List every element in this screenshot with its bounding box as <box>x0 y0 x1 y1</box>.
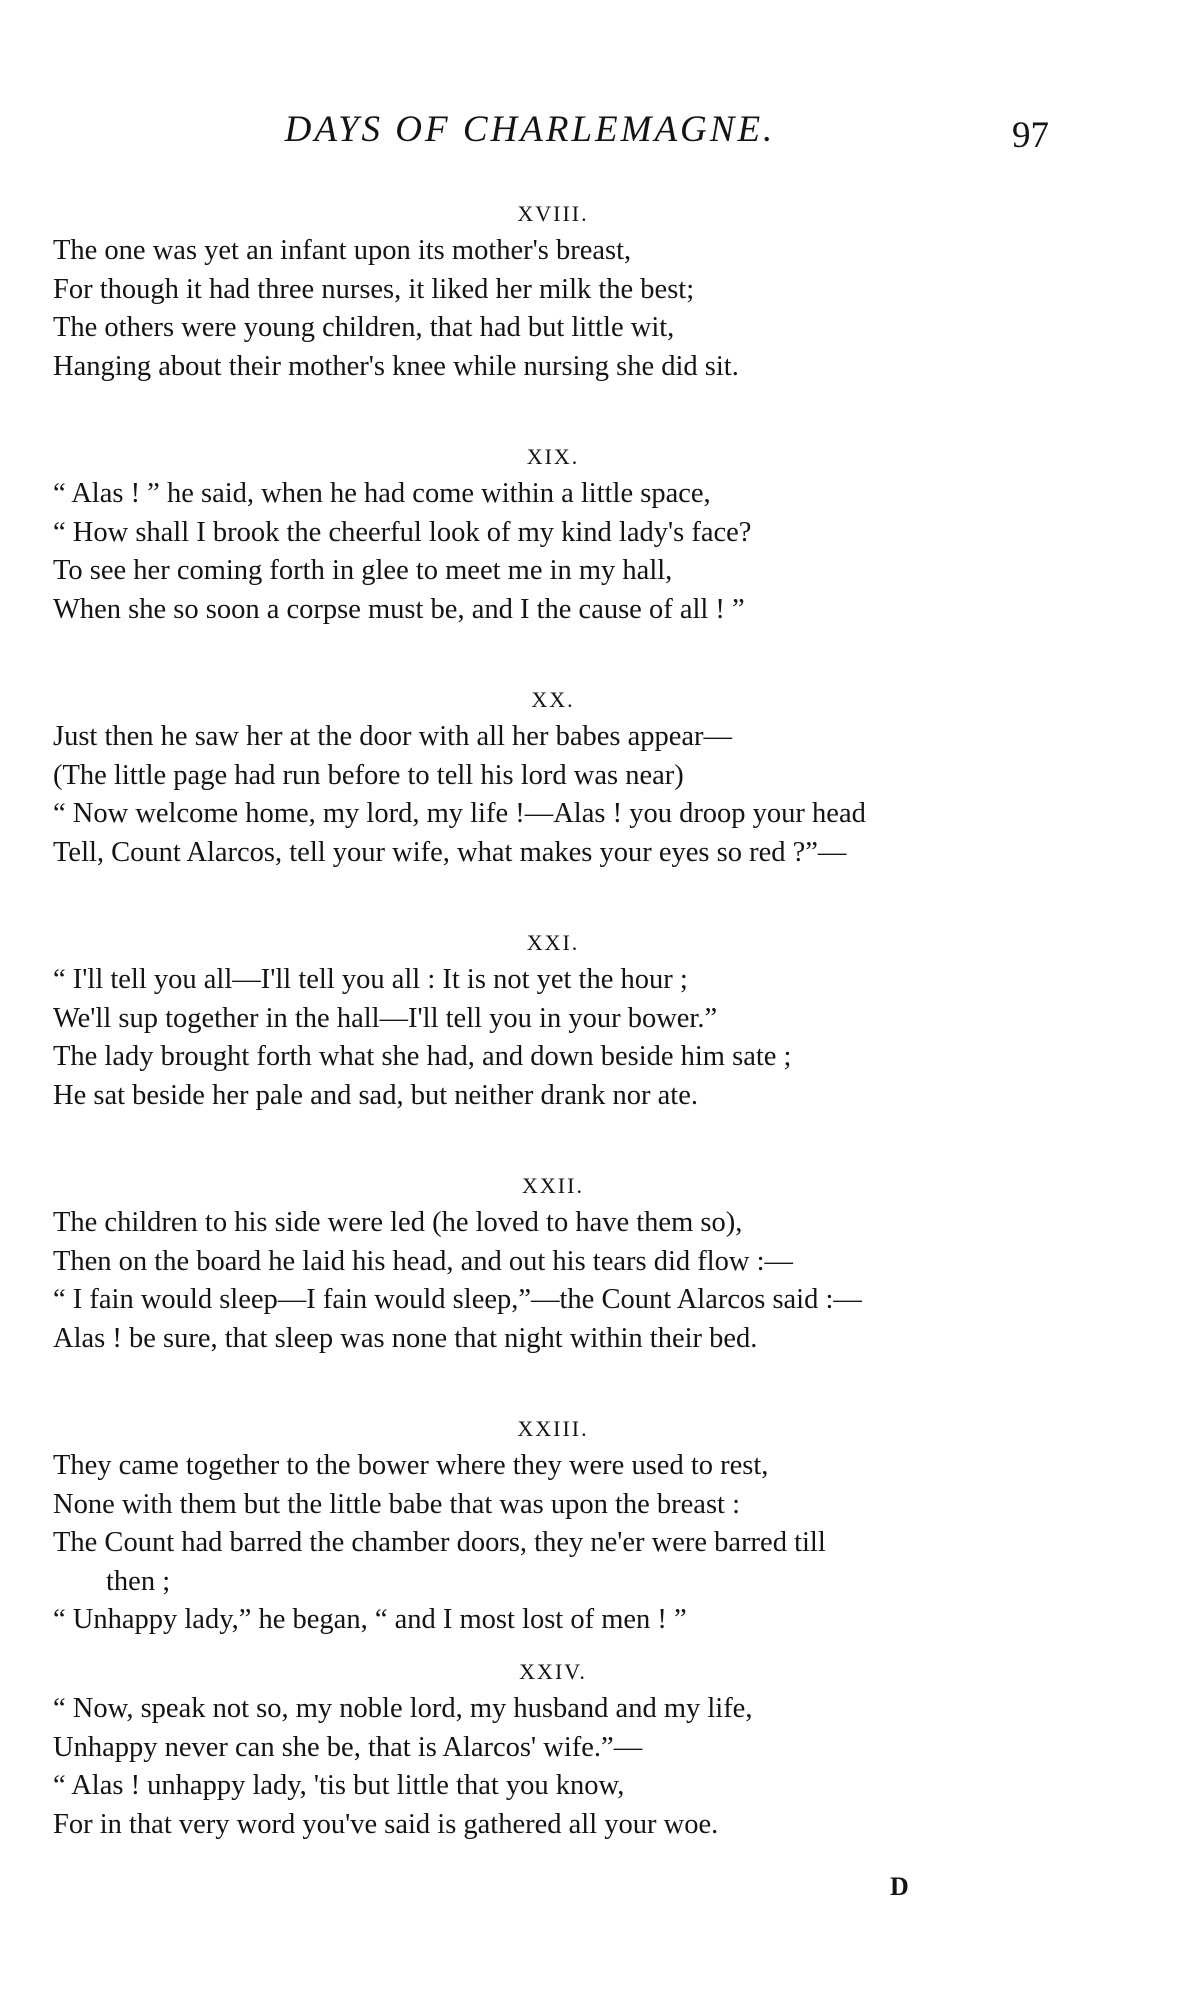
verse-line: “ I fain would sleep—I fain would sleep,”—the Count Alarcos said :— <box>53 1284 862 1315</box>
verse-line: Unhappy never can she be, that is Alarcos' wife.”— <box>53 1731 643 1763</box>
page-number: 97 <box>1012 115 1049 156</box>
verse-line: None with them but the little babe that was upon the breast : <box>53 1488 741 1520</box>
verse-line: The Count had barred the chamber doors, they ne'er were barred till <box>53 1527 826 1558</box>
verse-line: To see her coming forth in glee to meet me in my hall, <box>53 555 673 586</box>
verse-line: Hanging about their mother's knee while nursing she did sit. <box>53 350 739 382</box>
verse-line: Just then he saw her at the door with all her babes appear— <box>53 721 733 752</box>
verse-line: The children to his side were led (he loved to have them so), <box>53 1207 743 1238</box>
stanza-numeral: XXIV. <box>519 1659 587 1684</box>
verse-line: For though it had three nurses, it liked her milk the best; <box>53 273 695 305</box>
verse-line: “ Now welcome home, my lord, my life !—Alas ! you droop your head <box>53 798 866 829</box>
signature-mark: D <box>890 1872 909 1901</box>
verse-line: “ Alas ! ” he said, when he had come within a little space, <box>53 478 711 509</box>
verse-line: “ I'll tell you all—I'll tell you all : It is not yet the hour ; <box>53 964 688 995</box>
verse-line: The lady brought forth what she had, and down beside him sate ; <box>53 1041 792 1072</box>
poem-body <box>53 196 1053 1897</box>
verse-line: For in that very word you've said is gathered all your woe. <box>53 1808 719 1840</box>
stanza-numeral: XXI. <box>526 930 580 955</box>
verse-line: “ Alas ! unhappy lady, 'tis but little that you know, <box>53 1770 625 1801</box>
verse-line: The others were young children, that had but little wit, <box>53 312 675 343</box>
stanza-22 <box>53 1168 1053 1411</box>
stanza-20 <box>53 682 1053 925</box>
verse-line: Tell, Count Alarcos, tell your wife, what makes your eyes so red ?”— <box>53 836 847 868</box>
stanza-24 <box>53 1654 1053 1897</box>
stanza-numeral: XXII. <box>522 1173 584 1198</box>
verse-line: (The little page had run before to tell his lord was near) <box>53 759 684 791</box>
running-title: DAYS OF CHARLEMAGNE. <box>284 109 776 150</box>
stanza-19 <box>53 439 1053 682</box>
verse-line-continuation: then ; <box>106 1565 171 1597</box>
stanza-18 <box>53 196 1053 439</box>
stanza-numeral: XX. <box>531 687 575 712</box>
stanza-numeral: XIX. <box>526 444 580 469</box>
verse-line: “ Now, speak not so, my noble lord, my husband and my life, <box>53 1693 753 1724</box>
verse-line: He sat beside her pale and sad, but neither drank nor ate. <box>53 1079 698 1111</box>
stanza-numeral: XXIII. <box>517 1416 589 1441</box>
stanza-21 <box>53 925 1053 1168</box>
verse-line: When she so soon a corpse must be, and I the cause of all ! ” <box>53 593 745 625</box>
stanza-numeral: XVIII. <box>517 201 589 226</box>
verse-line: “ How shall I brook the cheerful look of my kind lady's face? <box>53 516 752 548</box>
verse-line: They came together to the bower where they were used to rest, <box>53 1450 769 1481</box>
verse-line: “ Unhappy lady,” he began, “ and I most lost of men ! ” <box>53 1604 687 1635</box>
verse-line: Then on the board he laid his head, and out his tears did flow :— <box>53 1245 794 1277</box>
verse-line: The one was yet an infant upon its mother's breast, <box>53 235 632 266</box>
verse-line: We'll sup together in the hall—I'll tell you in your bower.” <box>53 1002 718 1034</box>
verse-line: Alas ! be sure, that sleep was none that night within their bed. <box>53 1322 758 1354</box>
stanza-23 <box>53 1411 1053 1654</box>
